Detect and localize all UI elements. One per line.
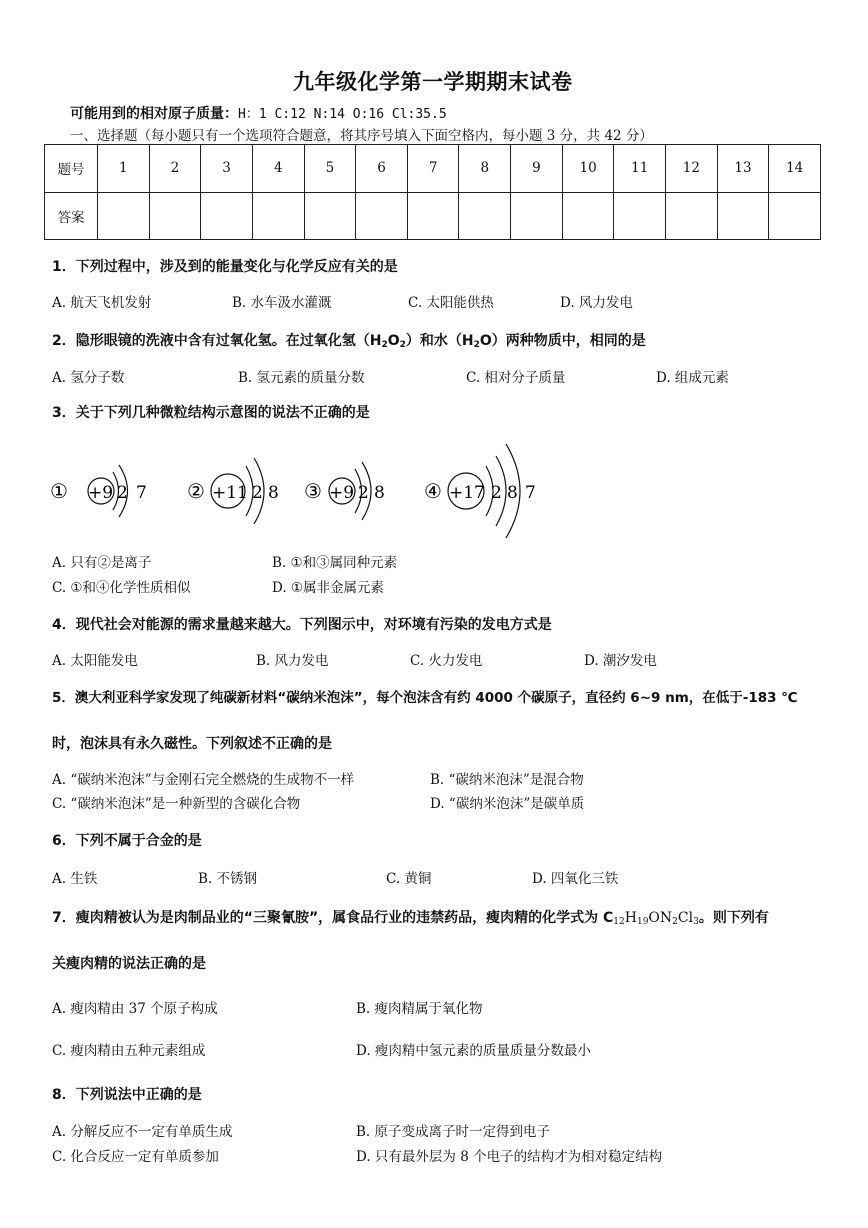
q5-option-a: A. “碳纳米泡沫”与金刚石完全燃烧的生成物不一样 (52, 772, 355, 788)
particle-1-diagram (50, 465, 147, 517)
question-6-stem: 6．下列不属于合金的是 (52, 833, 202, 849)
q8-option-c: C. 化合反应一定有单质参加 (52, 1149, 219, 1165)
particle-index: ④ (424, 479, 442, 503)
q5-option-c: C. “碳纳米泡沫”是一种新型的含碳化合物 (52, 796, 301, 812)
q1-option-d: D. 风力发电 (560, 295, 633, 311)
shell-electrons: 8 (507, 483, 518, 503)
particle-2-diagram (187, 458, 279, 524)
particle-index: ① (50, 479, 68, 503)
q6-option-d: D. 四氧化三铁 (532, 871, 619, 887)
table-header-answer: 答案 (45, 192, 98, 240)
answer-cell[interactable] (511, 192, 563, 240)
q3-option-a: A. 只有②是离子 (52, 555, 152, 571)
answer-table (44, 144, 821, 240)
table-cell-number: 4 (252, 145, 304, 193)
q3-option-b: B. ①和③属同种元素 (272, 555, 398, 571)
answer-cell[interactable] (769, 192, 821, 240)
table-cell-number: 14 (769, 145, 821, 193)
answer-cell[interactable] (407, 192, 459, 240)
formula-subscript: 12 (613, 917, 625, 927)
q2-option-b: B. 氢元素的质量分数 (238, 370, 365, 386)
answer-cell[interactable] (304, 192, 356, 240)
answer-cell[interactable] (614, 192, 666, 240)
formula-element: ON (648, 910, 673, 926)
q8-option-d: D. 只有最外层为 8 个电子的结构才为相对稳定结构 (356, 1149, 663, 1165)
answer-cell[interactable] (666, 192, 718, 240)
table-cell-number: 10 (562, 145, 614, 193)
q6-option-b: B. 不锈钢 (198, 871, 258, 887)
shell-electrons: 8 (268, 483, 279, 503)
q7-option-c: C. 瘦肉精由五种元素组成 (52, 1043, 206, 1059)
question-3-stem: 3．关于下列几种微粒结构示意图的说法不正确的是 (52, 405, 370, 421)
nucleus-charge: +11 (212, 483, 248, 503)
table-cell-number: 13 (717, 145, 769, 193)
nucleus-charge: +9 (329, 483, 355, 503)
answer-cell[interactable] (717, 192, 769, 240)
q5-option-d: D. “碳纳米泡沫”是碳单质 (430, 796, 585, 812)
formula-element: Cl (677, 910, 694, 926)
shell-electrons: 8 (374, 483, 385, 503)
q2-option-a: A. 氢分子数 (52, 370, 125, 386)
table-cell-number: 3 (201, 145, 253, 193)
q3-option-c: C. ①和④化学性质相似 (52, 580, 191, 596)
question-4-stem: 4．现代社会对能源的需求量越来越大。下列图示中，对环境有污染的发电方式是 (52, 617, 552, 633)
q2-option-c: C. 相对分子质量 (466, 370, 566, 386)
q3-option-d: D. ①属非金属元素 (272, 580, 385, 596)
q2-stem-text: ）和水（H (405, 333, 474, 349)
atomic-mass-line (70, 103, 447, 123)
answer-cell[interactable] (252, 192, 304, 240)
question-7-stem-line2: 关瘦肉精的说法正确的是 (52, 956, 206, 972)
q8-option-a: A. 分解反应不一定有单质生成 (52, 1124, 233, 1140)
q1-option-b: B. 水车汲水灌溉 (232, 295, 332, 311)
particle-3-diagram (304, 462, 385, 520)
shell-electrons: 7 (525, 483, 536, 503)
formula-subscript: 19 (636, 917, 649, 927)
q1-option-a: A. 航天飞机发射 (52, 295, 152, 311)
nucleus-charge: +9 (88, 483, 114, 503)
atomic-mass-label: 可能用到的相对原子质量： (70, 106, 238, 122)
particle-index: ③ (304, 479, 322, 503)
q7-stem-text: 。则下列有 (698, 910, 769, 926)
q4-option-a: A. 太阳能发电 (52, 653, 138, 669)
question-1-stem: 1．下列过程中，涉及到的能量变化与化学反应有关的是 (52, 259, 398, 275)
particle-4-diagram (424, 444, 536, 538)
table-cell-number: 11 (614, 145, 666, 193)
question-2-stem (52, 330, 646, 350)
table-cell-number: 12 (666, 145, 718, 193)
answer-cell[interactable] (562, 192, 614, 240)
section-heading: 一、选择题（每小题只有一个选项符合题意，将其序号填入下面空格内，每小题 3 分，共 42 分） (70, 128, 653, 144)
shell-electrons: 2 (117, 483, 128, 503)
q2-stem-text: 2．隐形眼镜的洗液中含有过氧化氢。在过氧化氢（H (52, 333, 382, 349)
q2-subscript: 2 (381, 340, 388, 350)
nucleus-charge: +17 (449, 483, 485, 503)
shell-electrons: 7 (136, 483, 147, 503)
q4-option-d: D. 潮汐发电 (584, 653, 657, 669)
q2-subscript: 2 (473, 340, 480, 350)
answer-cell[interactable] (459, 192, 511, 240)
atomic-structure-diagrams (44, 436, 564, 546)
q7-stem-text: 7．瘦肉精被认为是肉制品业的“三聚氰胺”，属食品行业的违禁药品，瘦肉精的化学式为 C (52, 910, 614, 926)
table-cell-number: 5 (304, 145, 356, 193)
q7-option-d: D. 瘦肉精中氢元素的质量质量分数最小 (356, 1043, 591, 1059)
q1-option-c: C. 太阳能供热 (408, 295, 494, 311)
q6-option-c: C. 黄铜 (386, 871, 432, 887)
table-cell-number: 8 (459, 145, 511, 193)
q4-option-b: B. 风力发电 (256, 653, 329, 669)
table-cell-number: 7 (407, 145, 459, 193)
formula-subscript: 2 (672, 917, 678, 927)
question-5-stem-line1: 5．澳大利亚科学家发现了纯碳新材料“碳纳米泡沫”，每个泡沫含有约 4000 个碳原子，直径约 6~9 nm，在低于-183 ℃ (52, 690, 798, 706)
q4-option-c: C. 火力发电 (410, 653, 483, 669)
q7-option-b: B. 瘦肉精属于氧化物 (356, 1001, 483, 1017)
q7-option-a: A. 瘦肉精由 37 个原子构成 (52, 1001, 218, 1017)
formula-subscript: 3 (693, 917, 699, 927)
shell-electrons: 2 (252, 483, 263, 503)
atomic-mass-values: H：1 C:12 N:14 O:16 Cl:35.5 (238, 107, 447, 122)
q8-option-b: B. 原子变成离子时一定得到电子 (356, 1124, 551, 1140)
shell-electrons: 2 (491, 483, 502, 503)
q2-subscript: 2 (399, 340, 406, 350)
answer-cell[interactable] (149, 192, 201, 240)
q2-stem-text: O (387, 333, 400, 349)
q5-option-b: B. “碳纳米泡沫”是混合物 (430, 772, 584, 788)
formula-element: H (624, 910, 637, 926)
q7-formula (613, 910, 699, 926)
table-row-answers (45, 192, 821, 240)
answer-cell[interactable] (98, 192, 150, 240)
particle-index: ② (187, 479, 205, 503)
table-cell-number: 1 (98, 145, 150, 193)
answer-cell[interactable] (201, 192, 253, 240)
table-cell-number: 9 (511, 145, 563, 193)
answer-cell[interactable] (356, 192, 408, 240)
question-8-stem: 8．下列说法中正确的是 (52, 1087, 202, 1103)
q2-option-d: D. 组成元素 (656, 370, 729, 386)
q2-stem-text: O）两种物质中，相同的是 (479, 333, 646, 349)
shell-electrons: 2 (358, 483, 369, 503)
page-title: 九年级化学第一学期期末试卷 (293, 70, 573, 94)
question-5-stem-line2: 时，泡沫具有永久磁性。下列叙述不正确的是 (52, 736, 332, 752)
table-header-number: 题号 (45, 145, 98, 193)
table-cell-number: 2 (149, 145, 201, 193)
question-7-stem-line1 (52, 907, 769, 927)
table-row-numbers (45, 145, 821, 193)
q6-option-a: A. 生铁 (52, 871, 98, 887)
table-cell-number: 6 (356, 145, 408, 193)
